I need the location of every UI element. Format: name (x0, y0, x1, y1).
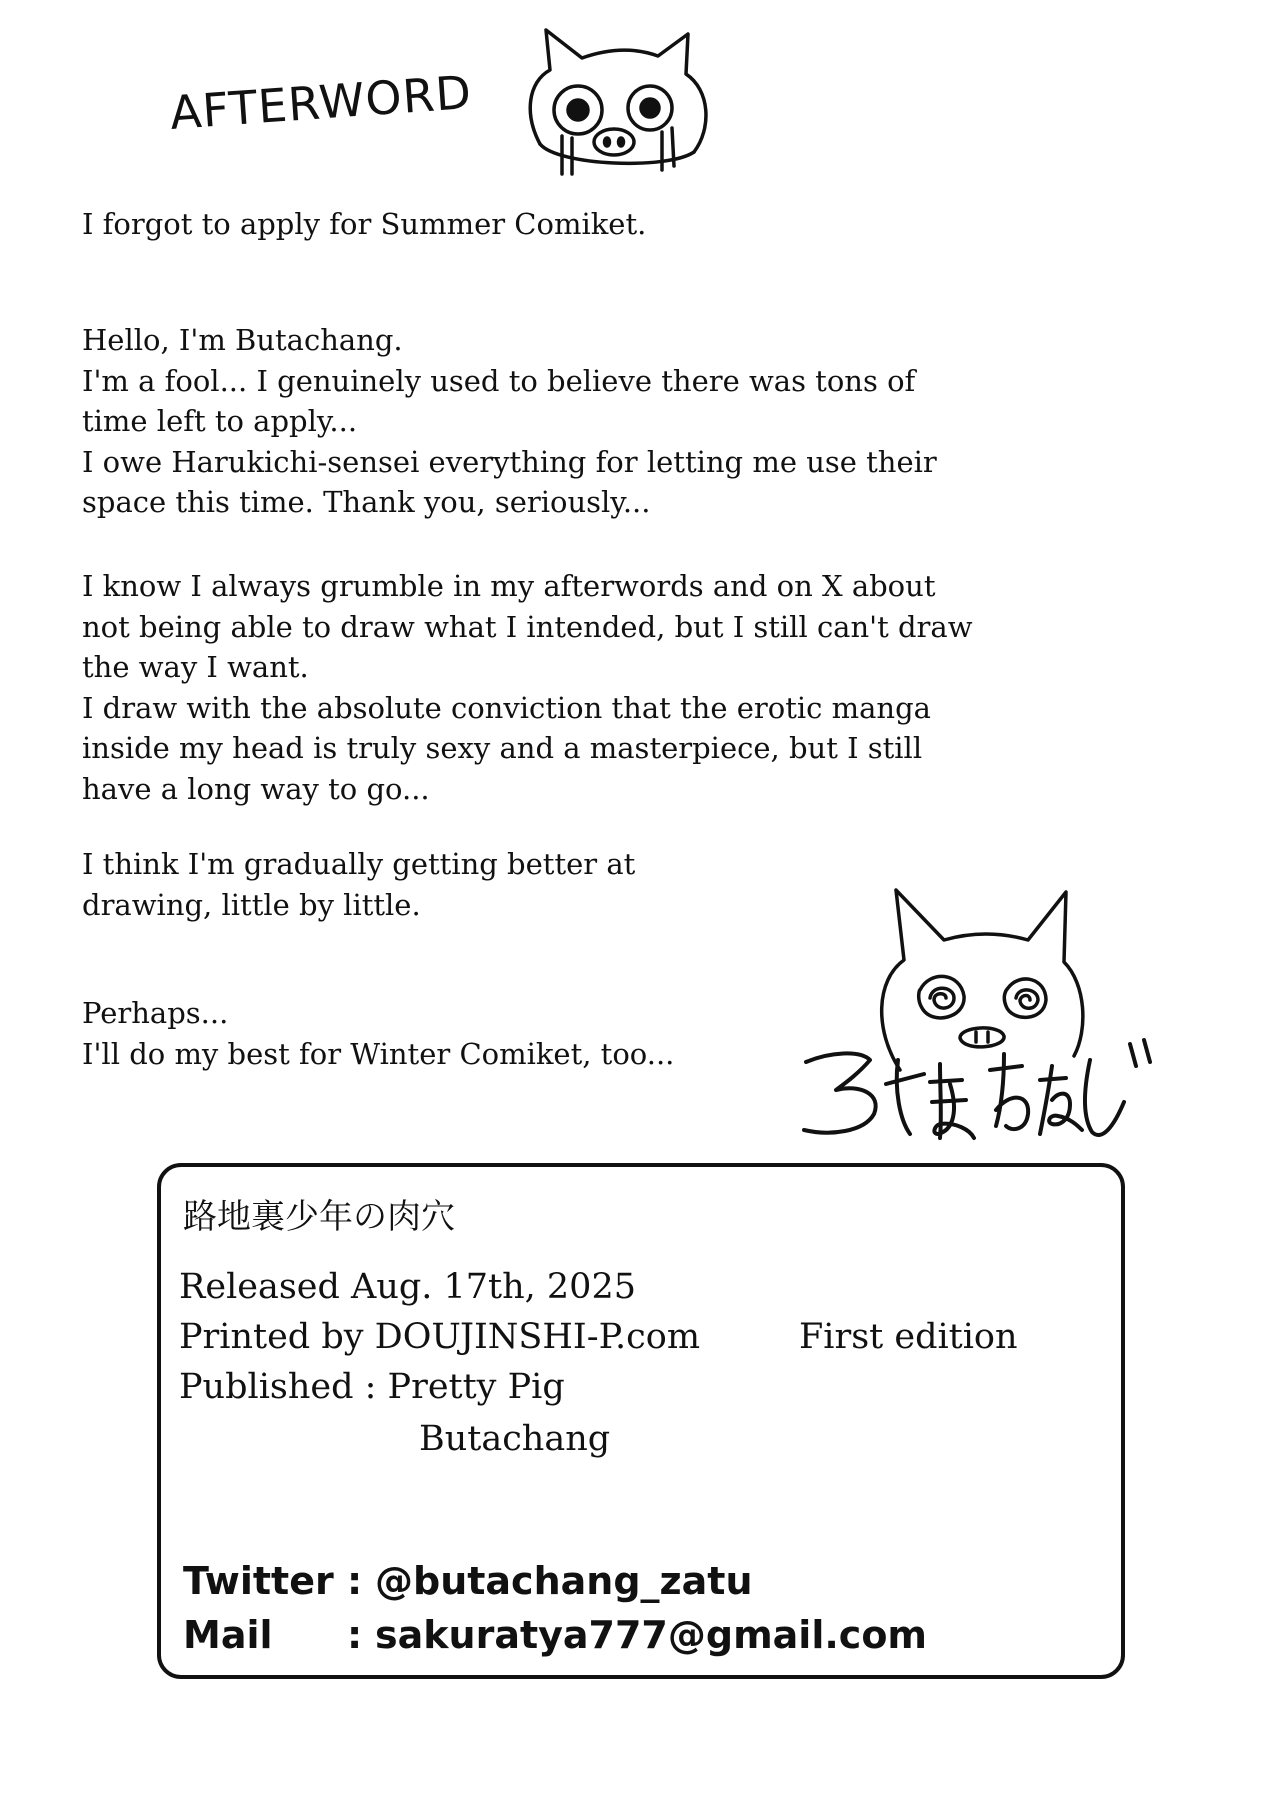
release-date: Released Aug. 17th, 2025 (179, 1267, 636, 1307)
separator: : (347, 1613, 363, 1657)
text-line: I owe Harukichi-sensei everything for letting me use their (82, 444, 937, 479)
text-line: drawing, little by little. (82, 887, 421, 922)
separator: : (347, 1559, 363, 1603)
text-line: I'll do my best for Winter Comiket, too... (82, 1036, 675, 1071)
printer: Printed by DOUJINSHI-P.com (179, 1317, 701, 1357)
mail-label: Mail (183, 1613, 273, 1657)
edition: First edition (799, 1317, 1018, 1357)
text-line: I draw with the absolute conviction that the erotic manga (82, 690, 931, 725)
text-line: inside my head is truly sexy and a masterpiece, but I still (82, 731, 923, 765)
signature-handwriting (790, 1030, 1160, 1150)
mail-address: sakuratya777@gmail.com (375, 1613, 928, 1657)
paragraph-5 (82, 993, 674, 1074)
text-line: time left to apply... (82, 404, 358, 438)
text-line: I'm a fool... I genuinely used to believe there was tons of (82, 363, 916, 398)
text-line: the way I want. (82, 650, 309, 684)
twitter-label: Twitter (183, 1559, 334, 1603)
book-title: 路地裏少年の肉穴 (183, 1197, 455, 1237)
text-line: not being able to draw what I intended, but I still can't draw (82, 609, 973, 644)
text-line: Perhaps... (82, 996, 229, 1030)
author-name: Butachang (419, 1419, 611, 1459)
text-line: I think I'm gradually getting better at (82, 847, 636, 881)
text-line: have a long way to go... (82, 771, 430, 806)
afterword-heading: AFTERWORD (168, 64, 474, 140)
paragraph-4 (82, 844, 635, 925)
twitter-handle: @butachang_zatu (375, 1559, 753, 1603)
paragraph-3 (82, 566, 973, 809)
publisher: Published : Pretty Pig (179, 1367, 565, 1407)
text-line: I know I always grumble in my afterwords and on X about (82, 569, 936, 603)
pig-face-icon (518, 24, 718, 176)
paragraph-1 (82, 204, 646, 245)
text-line: I forgot to apply for Summer Comiket. (82, 207, 647, 241)
colophon-box (157, 1163, 1125, 1679)
paragraph-2 (82, 320, 937, 523)
text-line: Hello, I'm Butachang. (82, 323, 403, 357)
text-line: space this time. Thank you, seriously... (82, 485, 651, 519)
